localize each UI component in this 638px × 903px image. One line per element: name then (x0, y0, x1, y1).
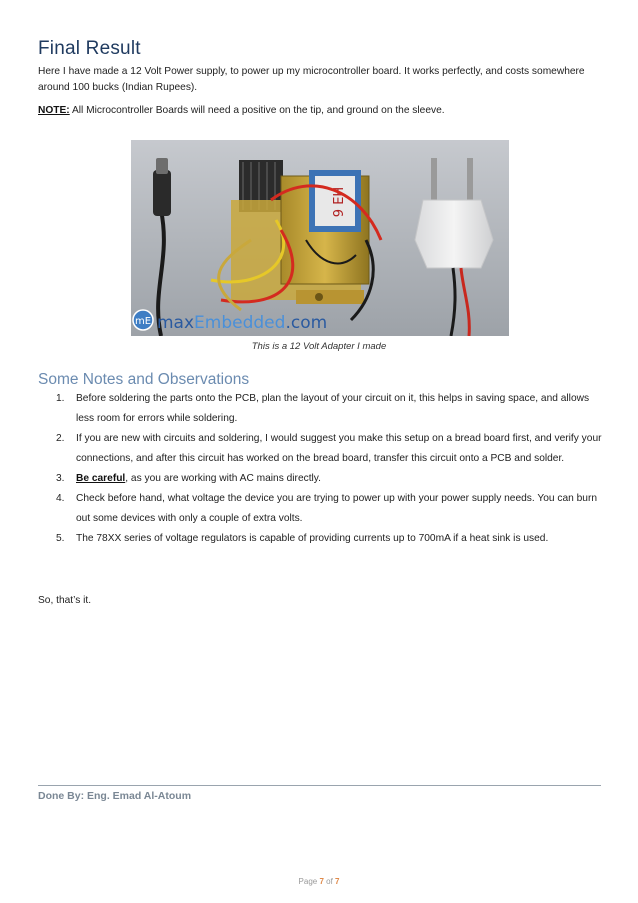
note-label: NOTE: (38, 105, 70, 116)
list-item (38, 389, 608, 429)
list-item (38, 429, 608, 469)
intro-paragraph: Here I have made a 12 Volt Power supply, to power up my microcontroller board. It works perfectly, and costs somewhere around 100 bucks (Indian Rupees). (38, 66, 585, 93)
list-number: 5. (56, 533, 65, 544)
transformer-label: 9 EH (332, 186, 347, 218)
author-line: Done By: Eng. Emad Al-Atoum (38, 790, 192, 802)
footer-divider (38, 785, 601, 786)
list-bold-text: Be careful (76, 473, 126, 484)
notes-list (38, 389, 608, 549)
section-title: Some Notes and Observations (38, 371, 250, 388)
adapter-photo (131, 140, 509, 336)
page-total: 7 (335, 877, 340, 886)
list-text: Check before hand, what voltage the device you are trying to power up with your power supply needs. You can burn out some devices with only a couple of extra volts. (76, 493, 598, 524)
page-number (0, 877, 638, 886)
list-item (38, 489, 608, 529)
list-text: If you are new with circuits and soldering, I would suggest you make this setup on a bread board first, and verify your connections, and after this circuit has worked on the bread board, transfer this circuit onto a PCB and solder. (76, 433, 602, 464)
adapter-photo-drawing (131, 140, 509, 336)
note-paragraph (38, 103, 598, 119)
page-title: Final Result (38, 38, 141, 59)
list-text: Before soldering the parts onto the PCB, plan the layout of your circuit on it, this helps in saving space, and allows less room for errors while soldering. (76, 393, 590, 424)
list-item (38, 529, 608, 549)
watermark-badge: mE (134, 316, 152, 327)
watermark-prefix: max (157, 313, 195, 333)
list-text: , as you are working with AC mains directly. (125, 473, 321, 484)
list-number: 1. (56, 393, 65, 404)
page-label: Page (298, 877, 320, 886)
photo-caption: This is a 12 Volt Adapter I made (251, 341, 387, 352)
closing-text: So, that’s it. (38, 595, 92, 606)
watermark-suffix: .com (285, 313, 328, 333)
list-number: 4. (56, 493, 65, 504)
watermark-brand: Embedded (194, 313, 286, 333)
page-current: 7 (319, 877, 324, 886)
list-item (38, 469, 608, 489)
watermark-logo (157, 313, 327, 333)
list-number: 2. (56, 433, 65, 444)
list-text: The 78XX series of voltage regulators is capable of providing currents up to 700mA if a heat sink is used. (76, 533, 549, 544)
list-number: 3. (56, 473, 65, 484)
page-of-label: of (323, 877, 336, 886)
note-text: All Microcontroller Boards will need a positive on the tip, and ground on the sleeve. (69, 105, 445, 116)
